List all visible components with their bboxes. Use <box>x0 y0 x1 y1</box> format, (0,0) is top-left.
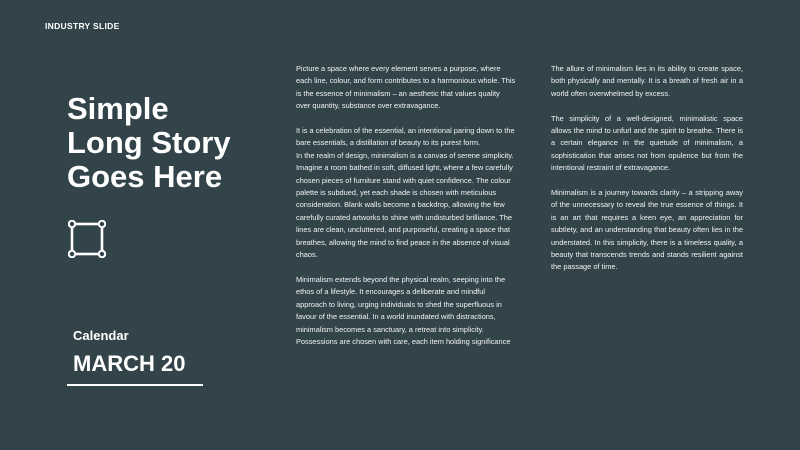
calendar-label: Calendar <box>73 328 129 343</box>
paragraph: Picture a space where every element serves a purpose, where each line, colour, and form contributes to a harmonious whole. This is the essence of minimalism – an aesthetic that values quality over quantity, substance over extravagance. <box>296 64 516 111</box>
body-column-right <box>551 63 743 274</box>
paragraph: It is a celebration of the essential, an intentional paring down to the bare essentials, a distillation of beauty to its purest form. <box>296 126 515 148</box>
title-line-3: Goes Here <box>67 159 223 194</box>
event-date: MARCH 20 <box>73 351 186 376</box>
paragraph: Minimalism extends beyond the physical realm, seeping into the ethos of a lifestyle. It encourages a deliberate and mindful approach to living, urging individuals to shed the superfluous in favour of the essential. In a world inundated with distractions, minimalism becomes a sanctuary, a retreat into simplicity. Possessions are chosen with care, each item holding significance <box>296 274 511 346</box>
title-line-2: Long Story <box>67 125 231 160</box>
title-line-1: Simple <box>67 91 169 126</box>
date-underline <box>67 384 203 386</box>
slide-title <box>67 92 267 194</box>
body-column-middle <box>296 63 516 348</box>
paragraph: The allure of minimalism lies in its ability to create space, both physically and mentally. It is a breath of fresh air in a world often overwhelmed by excess. <box>551 64 743 98</box>
paragraph: In the realm of design, minimalism is a canvas of serene simplicity. Imagine a room bathed in soft, diffused light, where a few carefully chosen pieces of furniture stand with quiet confidence. The colour palette is subdued, yet each shade is chosen with meticulous consideration. Blank walls become a backdrop, allowing the few carefully curated artworks to shine with undisturbed brilliance. The lines are clean, uncluttered, and purposeful, creating a space that breathes, allowing the mind to find peace in the absence of visual chaos. <box>296 150 514 260</box>
paragraph: Minimalism is a journey towards clarity – a stripping away of the unnecessary to reveal the true essence of things. It is an art that requires a keen eye, an appreciation for subtlety, and an understanding that beauty often lies in the understated. In this simplicity, there is a timeless quality, a beauty that transcends trends and stands resilient against the passage of time. <box>551 188 743 272</box>
slide-tag: INDUSTRY SLIDE <box>45 21 120 31</box>
paragraph: The simplicity of a well-designed, minimalistic space allows the mind to unfurl and the spirit to breathe. There is a certain elegance in the quietude of minimalism, a sophistication that arises not from opulence but from the intentional restraint of extravagance. <box>551 113 743 173</box>
square-nodes-icon <box>68 220 106 258</box>
